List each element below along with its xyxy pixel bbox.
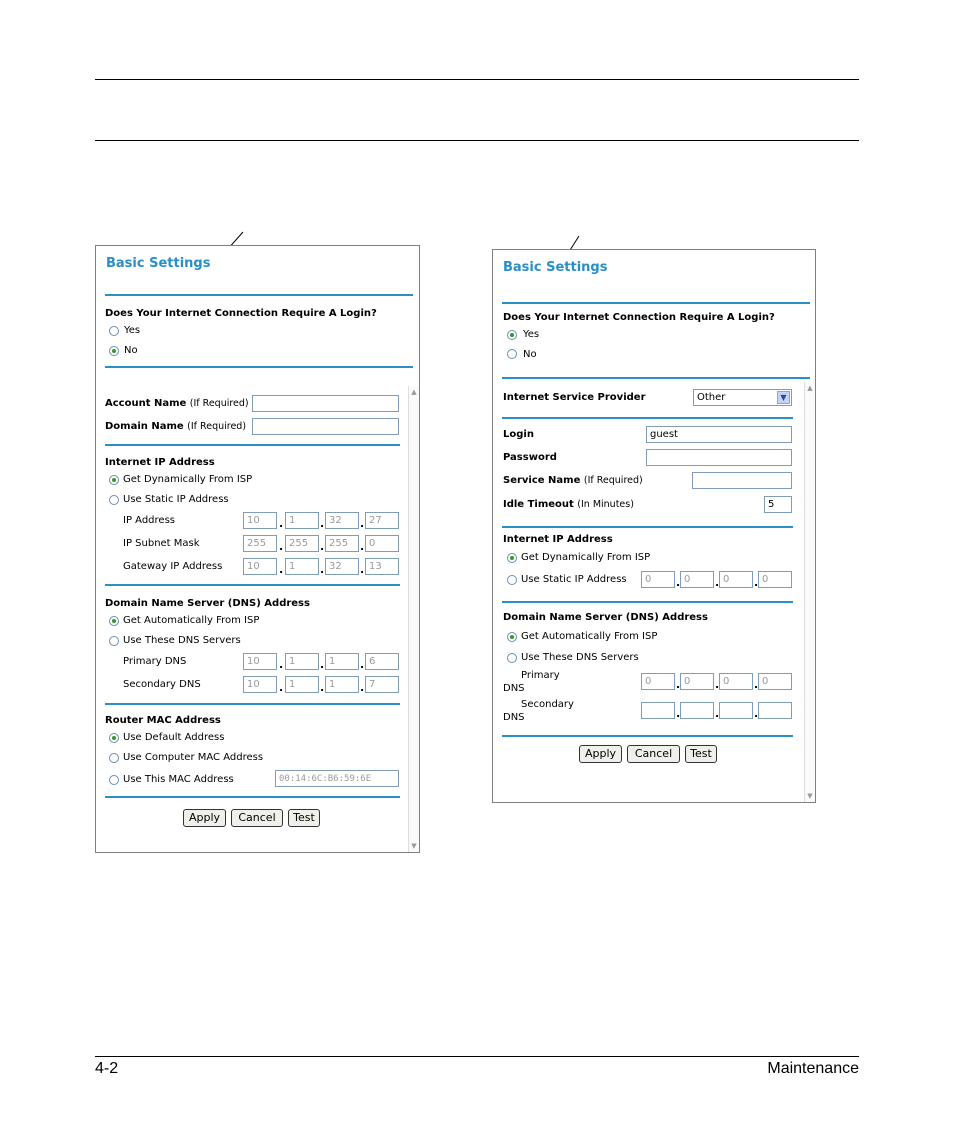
dot: . (279, 540, 284, 553)
scroll-up-icon[interactable]: ▲ (807, 384, 813, 392)
gateway-octet-1[interactable]: 10 (243, 558, 277, 575)
secondary-dns-octet-2[interactable] (680, 702, 714, 719)
primary-dns-octet-1[interactable]: 0 (641, 673, 675, 690)
secondary-dns-word: DNS (503, 712, 525, 723)
static-ip-octet-3[interactable]: 0 (719, 571, 753, 588)
mac-this-radio[interactable] (109, 775, 119, 785)
dot: . (360, 563, 365, 576)
left-panel-title: Basic Settings (106, 256, 211, 271)
left-scrollbar[interactable] (408, 386, 419, 852)
dns-manual-label: Use These DNS Servers (123, 635, 241, 646)
test-button[interactable]: Test (288, 809, 320, 827)
mac-default-radio[interactable] (109, 733, 119, 743)
right-scrollbar[interactable] (804, 382, 815, 802)
idle-timeout-label: Idle Timeout (In Minutes) (503, 499, 634, 510)
secondary-dns-octet-3[interactable] (719, 702, 753, 719)
divider (105, 703, 400, 705)
isp-selected-value: Other (697, 392, 726, 403)
divider (105, 584, 400, 586)
dot: . (360, 517, 365, 530)
dot: . (360, 658, 365, 671)
mac-computer-radio[interactable] (109, 753, 119, 763)
secondary-dns-octet-3[interactable]: 1 (325, 676, 359, 693)
cancel-button[interactable]: Cancel (231, 809, 283, 827)
dot: . (279, 658, 284, 671)
dot: . (320, 658, 325, 671)
mask-octet-3[interactable]: 255 (325, 535, 359, 552)
primary-dns-octet-2[interactable]: 0 (680, 673, 714, 690)
primary-dns-octet-3[interactable]: 1 (325, 653, 359, 670)
ip-static-radio[interactable] (507, 575, 517, 585)
cancel-button[interactable]: Cancel (627, 745, 680, 763)
dot: . (320, 540, 325, 553)
isp-label: Internet Service Provider (503, 392, 646, 403)
dns-auto-label: Get Automatically From ISP (521, 631, 658, 642)
password-input[interactable] (646, 449, 792, 466)
dot: . (320, 681, 325, 694)
dot: . (676, 707, 681, 720)
login-yes-radio[interactable] (507, 330, 517, 340)
service-name-input[interactable] (692, 472, 792, 489)
dns-manual-radio[interactable] (109, 636, 119, 646)
secondary-dns-octet-4[interactable] (758, 702, 792, 719)
mac-heading: Router MAC Address (105, 715, 221, 726)
mac-address-input[interactable]: 00:14:6C:B6:59:6E (275, 770, 399, 787)
page-number: 4-2 (95, 1060, 119, 1077)
login-yes-label: Yes (523, 329, 540, 340)
static-ip-octet-1[interactable]: 0 (641, 571, 675, 588)
secondary-dns-octet-2[interactable]: 1 (285, 676, 319, 693)
gateway-label: Gateway IP Address (123, 561, 223, 572)
password-label: Password (503, 452, 557, 463)
divider (502, 377, 810, 379)
ip-octet-2[interactable]: 1 (285, 512, 319, 529)
subnet-mask-label: IP Subnet Mask (123, 538, 200, 549)
dot: . (360, 681, 365, 694)
account-name-label: Account Name (If Required) (105, 398, 249, 409)
dns-heading: Domain Name Server (DNS) Address (105, 598, 310, 609)
login-no-radio[interactable] (507, 349, 517, 359)
dot: . (754, 678, 759, 691)
divider (105, 294, 413, 296)
mac-this-label: Use This MAC Address (123, 774, 234, 785)
dns-manual-radio[interactable] (507, 653, 517, 663)
dns-manual-label: Use These DNS Servers (521, 652, 639, 663)
primary-dns-label: Primary DNS (123, 656, 187, 667)
mask-octet-2[interactable]: 255 (285, 535, 319, 552)
section-name: Maintenance (767, 1060, 859, 1077)
static-ip-octet-4[interactable]: 0 (758, 571, 792, 588)
ip-address-label: IP Address (123, 515, 175, 526)
login-no-label: No (124, 345, 138, 356)
secondary-dns-octet-1[interactable] (641, 702, 675, 719)
primary-dns-octet-1[interactable]: 10 (243, 653, 277, 670)
scroll-down-icon[interactable]: ▼ (807, 792, 813, 800)
login-question: Does Your Internet Connection Require A Login? (105, 308, 377, 319)
static-ip-octet-2[interactable]: 0 (680, 571, 714, 588)
dot: . (754, 576, 759, 589)
primary-dns-octet-3[interactable]: 0 (719, 673, 753, 690)
dot: . (320, 563, 325, 576)
divider (502, 417, 793, 419)
dns-heading: Domain Name Server (DNS) Address (503, 612, 708, 623)
scroll-up-icon[interactable]: ▲ (411, 388, 417, 396)
dot: . (360, 540, 365, 553)
dns-auto-radio[interactable] (109, 616, 119, 626)
internet-ip-heading: Internet IP Address (105, 457, 215, 468)
primary-dns-word: DNS (503, 683, 525, 694)
login-yes-label: Yes (124, 325, 141, 336)
gateway-octet-4[interactable]: 13 (365, 558, 399, 575)
login-yes-radio[interactable] (109, 326, 119, 336)
gateway-octet-2[interactable]: 1 (285, 558, 319, 575)
scroll-down-icon[interactable]: ▼ (411, 842, 417, 850)
ip-dynamic-label: Get Dynamically From ISP (521, 552, 651, 563)
ip-octet-1[interactable]: 10 (243, 512, 277, 529)
primary-label: Primary (521, 670, 560, 681)
divider (502, 302, 810, 304)
dot: . (676, 576, 681, 589)
divider (502, 735, 793, 737)
ip-static-label: Use Static IP Address (123, 494, 229, 505)
mask-octet-4[interactable]: 0 (365, 535, 399, 552)
gateway-octet-3[interactable]: 32 (325, 558, 359, 575)
divider (105, 444, 400, 446)
divider (105, 366, 413, 368)
dot: . (715, 576, 720, 589)
dot: . (320, 517, 325, 530)
test-button[interactable]: Test (685, 745, 717, 763)
login-no-radio[interactable] (109, 346, 119, 356)
divider (105, 796, 400, 798)
divider (502, 526, 793, 528)
primary-dns-octet-2[interactable]: 1 (285, 653, 319, 670)
divider (502, 601, 793, 603)
ip-dynamic-label: Get Dynamically From ISP (123, 474, 253, 485)
dot: . (279, 517, 284, 530)
dot: . (715, 707, 720, 720)
dot: . (754, 707, 759, 720)
dot: . (279, 681, 284, 694)
mac-default-label: Use Default Address (123, 732, 225, 743)
left-basic-settings-panel (95, 245, 420, 853)
secondary-dns-label: Secondary DNS (123, 679, 201, 690)
domain-name-label: Domain Name (If Required) (105, 421, 247, 432)
ip-static-radio[interactable] (109, 495, 119, 505)
ip-octet-3[interactable]: 32 (325, 512, 359, 529)
dot: . (715, 678, 720, 691)
login-input[interactable]: guest (646, 426, 792, 443)
account-name-input[interactable] (252, 395, 399, 412)
mac-computer-label: Use Computer MAC Address (123, 752, 264, 763)
internet-ip-heading: Internet IP Address (503, 534, 613, 545)
domain-name-input[interactable] (252, 418, 399, 435)
right-panel-title: Basic Settings (503, 260, 608, 275)
primary-dns-octet-4[interactable]: 0 (758, 673, 792, 690)
dot: . (279, 563, 284, 576)
service-name-label: Service Name (If Required) (503, 475, 643, 486)
secondary-dns-octet-4[interactable]: 7 (365, 676, 399, 693)
apply-button[interactable]: Apply (579, 745, 622, 763)
primary-dns-octet-4[interactable]: 6 (365, 653, 399, 670)
chevron-down-icon[interactable]: ▼ (777, 391, 790, 404)
ip-dynamic-radio[interactable] (109, 475, 119, 485)
dot: . (676, 678, 681, 691)
ip-static-label: Use Static IP Address (521, 574, 627, 585)
isp-select[interactable] (693, 389, 792, 406)
secondary-dns-octet-1[interactable]: 10 (243, 676, 277, 693)
login-no-label: No (523, 349, 537, 360)
login-question: Does Your Internet Connection Require A Login? (503, 312, 775, 323)
secondary-label: Secondary (521, 699, 574, 710)
dns-auto-radio[interactable] (507, 632, 517, 642)
login-label: Login (503, 429, 534, 440)
idle-timeout-input[interactable]: 5 (764, 496, 792, 513)
right-basic-settings-panel (492, 249, 816, 803)
dns-auto-label: Get Automatically From ISP (123, 615, 260, 626)
ip-dynamic-radio[interactable] (507, 553, 517, 563)
mask-octet-1[interactable]: 255 (243, 535, 277, 552)
ip-octet-4[interactable]: 27 (365, 512, 399, 529)
apply-button[interactable]: Apply (183, 809, 226, 827)
